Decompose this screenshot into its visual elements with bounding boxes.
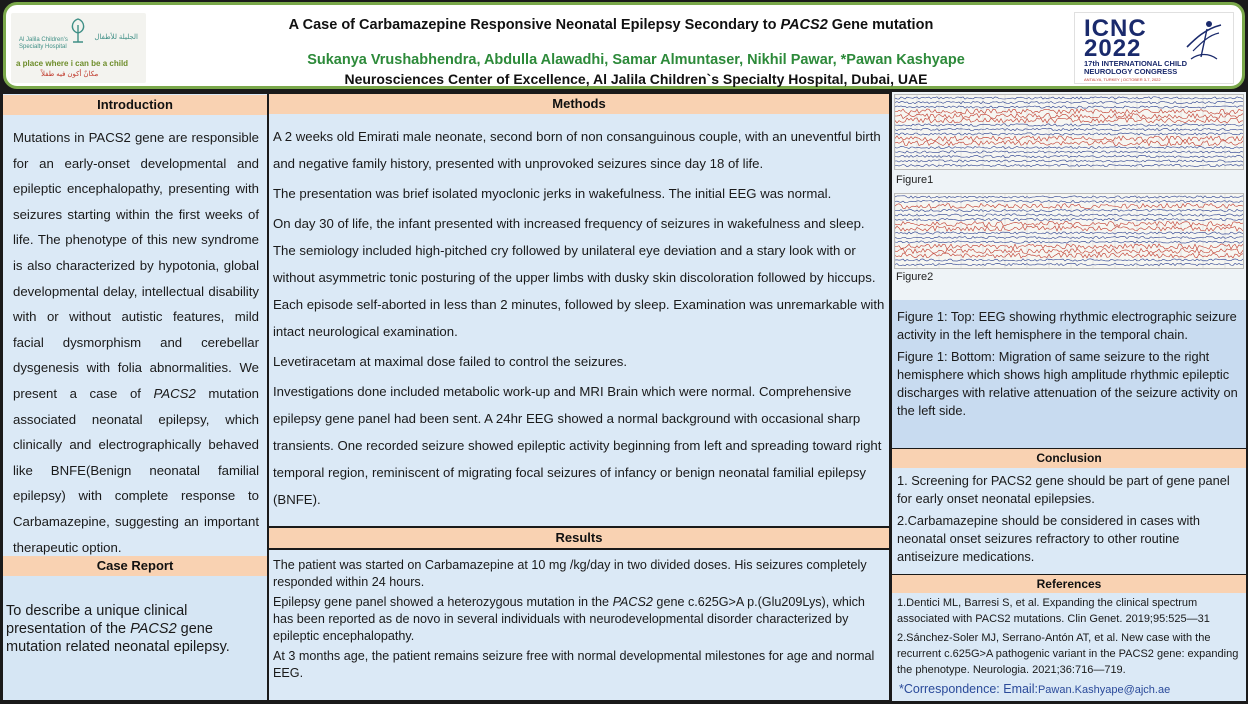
- results-text: [273, 557, 885, 685]
- case-gene: PACS2: [130, 621, 177, 637]
- whirling-dancer-icon: [1179, 17, 1225, 61]
- eeg-channel-trace: [895, 263, 1244, 265]
- results-paragraph: At 3 months age, the patient remains seizure free with normal developmental milestones for age and normal EEG.: [273, 649, 875, 680]
- methods-paragraph: On day 30 of life, the infant presented with increased frequency of seizures in wakefulness and sleep. The semiology included high-pitched cry followed by unilateral eye deviation and a stary look with or without asymmetric tonic posturing of the upper limbs with dusky skin discoloration followed by hiccups. Each episode self-aborted in less than 2 minutes, followed by sleep. Examination was unremarkable with intact neurological examination.: [273, 216, 885, 339]
- methods-paragraph: A 2 weeks old Emirati male neonate, second born of non consanguinous couple, with an uneventful birth and negative family history, presented with unprovoked seizures since day 18 of life.: [273, 129, 881, 171]
- eeg-channel-trace: [895, 106, 1244, 108]
- congress-logo: [1074, 12, 1234, 84]
- methods-paragraph: Investigations done included metabolic work-up and MRI Brain which were normal. Comprehensive epilepsy gene panel had been sent. A 24hr EEG showed a normal background with occasional sharp transients. One recorded seizure showed epileptic activity beginning from left and spreading toward right temporal region, reminiscent of migrating focal seizures of infancy or benign neonatal familial epilepsy (BNFE).: [273, 384, 882, 507]
- reference-item: 2.Sánchez-Soler MJ, Serrano-Antón AT, et al. New case with the recurrent c.625G>A pathogenic variant in the PACS2 gene: expanding the phenotype. Neurologia. 2021;36:716—719.: [897, 632, 1239, 676]
- eeg-channel-trace: [895, 209, 1244, 211]
- eeg-channel-trace: [895, 140, 1244, 145]
- eeg-figure-1: [894, 94, 1244, 170]
- case-report-text: To describe a unique clinical presentation of the PACS2 gene mutation related neonatal epilepsy.: [6, 603, 230, 655]
- hospital-name-arabic: الجليلة للأطفال: [94, 34, 138, 41]
- congress-acronym-year: ICNC 2022: [1084, 15, 1147, 62]
- eeg-channel-trace: [895, 236, 1244, 238]
- figure-1-label: Figure1: [896, 174, 934, 186]
- eeg-channel-trace: [895, 221, 1244, 226]
- correspondence-email[interactable]: Pawan.Kashyape@ajch.ae: [1037, 684, 1171, 696]
- eeg-channel-trace: [895, 133, 1244, 135]
- results-heading: Results: [269, 528, 889, 548]
- eeg-channel-trace: [895, 232, 1244, 234]
- eeg-channel-trace: [895, 101, 1244, 103]
- methods-paragraph: Levetiracetam at maximal dose failed to control the seizures.: [273, 354, 628, 369]
- figure-caption: [897, 308, 1243, 424]
- hospital-name-english: Al Jalila Children's Specialty Hospital: [19, 37, 68, 50]
- eeg-channel-trace: [895, 160, 1244, 162]
- poster-header: [3, 2, 1245, 89]
- conclusion-heading: Conclusion: [892, 449, 1246, 468]
- eeg-channel-trace: [895, 118, 1244, 123]
- intro-gene: PACS2: [153, 385, 196, 401]
- figure-2-label: Figure2: [896, 271, 934, 283]
- eeg-channel-trace: [895, 109, 1244, 114]
- case-report-heading: Case Report: [3, 556, 267, 576]
- eeg-channel-trace: [895, 124, 1244, 126]
- references-text: [897, 595, 1245, 681]
- introduction-heading: Introduction: [3, 95, 267, 115]
- eeg-channel-trace: [895, 200, 1244, 202]
- poster-title: A Case of Carbamazepine Responsive Neonatal Epilepsy Secondary to PACS2 Gene mutation: [288, 17, 934, 33]
- figure-caption-top: Figure 1: Top: EEG showing rhythmic electrographic seizure activity in the left hemisphere in the temporal chain.: [897, 309, 1237, 342]
- congress-place: ANTALYA, TURKEY | OCTOBER 3-7, 2022: [1084, 77, 1161, 82]
- methods-paragraph: The presentation was brief isolated myoclonic jerks in wakefulness. The initial EEG was normal.: [273, 186, 832, 201]
- poster-affiliation: Neurosciences Center of Excellence, Al Jalila Children`s Specialty Hospital, Dubai, UAE: [344, 71, 928, 87]
- eeg-trace-1: [895, 95, 1244, 170]
- eeg-channel-trace: [895, 214, 1244, 216]
- figure-caption-bottom: Figure 1: Bottom: Migration of same seizure to the right hemisphere which shows high amplitude rhythmic epileptic discharges with relative attenuation of the seizure activity on the left side.: [897, 349, 1238, 418]
- correspondence: *Correspondence: Email:Pawan.Kashyape@ajch.ae: [899, 682, 1171, 696]
- eeg-channel-trace: [895, 226, 1244, 231]
- congress-name: 17th INTERNATIONAL CHILD NEUROLOGY CONGRESS: [1084, 59, 1188, 76]
- title-gene: PACS2: [780, 17, 828, 33]
- eeg-figure-2: [894, 193, 1244, 269]
- eeg-channel-trace: [895, 164, 1244, 166]
- introduction-text: Mutations in PACS2 gene are responsible for an early-onset developmental and epileptic encephalopathy, presenting with seizures starting within the first weeks of life. The phenotype of this new syndrome is also characterized by hypotonia, global developmental delay, intellectual disability with or without autistic features, mild facial dysmorphism and cerebellar dysgenesis with folia abnormalities. We present a case of PACS2 mutation associated neonatal epilepsy, which clinically and electrographically behaved like BNFE(Benign neonatal familial epilepsy) with complete response to Carbamazepine, suggesting an important therapeutic option.: [13, 130, 259, 555]
- methods-heading: Methods: [269, 94, 889, 114]
- hospital-logo: [11, 13, 146, 83]
- conclusion-item: 2.Carbamazepine should be considered in cases with neonatal onset seizures refractory to other routine antiseizure medications.: [897, 513, 1201, 564]
- reference-item: 1.Dentici ML, Barresi S, et al. Expanding the clinical spectrum associated with PACS2 mutations. Clin Genet. 2019;95:525—31: [897, 597, 1210, 625]
- eeg-channel-trace: [895, 203, 1244, 208]
- eeg-channel-trace: [895, 151, 1244, 153]
- conclusion-item: 1. Screening for PACS2 gene should be part of gene panel for early onset neonatal epilepsies.: [897, 473, 1230, 506]
- results-gene: PACS2: [612, 595, 653, 609]
- eeg-channel-trace: [895, 146, 1244, 148]
- hospital-tagline-english: a place where i can be a child: [16, 59, 129, 68]
- eeg-trace-2: [895, 194, 1244, 269]
- conclusion-text: [897, 472, 1243, 570]
- eeg-channel-trace: [895, 259, 1244, 261]
- poster-authors: Sukanya Vrushabhendra, Abdulla Alawadhi, Samar Almuntaser, Nikhil Pawar, *Pawan Kashyape: [307, 52, 965, 68]
- eeg-channel-trace: [895, 241, 1244, 243]
- eeg-channel-trace: [895, 155, 1244, 157]
- hospital-tagline-arabic: مكانٌ أكون فيه طفلاً: [41, 71, 99, 78]
- references-heading: References: [892, 575, 1246, 593]
- results-paragraph: The patient was started on Carbamazepine at 10 mg /kg/day in two divided doses. His seizures completely responded within 24 hours.: [273, 558, 867, 589]
- eeg-channel-trace: [895, 244, 1244, 249]
- results-paragraph: Epilepsy gene panel showed a heterozygous mutation in the PACS2 gene c.625G>A p.(Glu209Lys), which has been reported as de novo in several individuals with neurodevelopmental disorder characterized by epileptic encephalopathy.: [273, 595, 865, 643]
- eeg-channel-trace: [895, 136, 1244, 141]
- eeg-channel-trace: [895, 218, 1244, 220]
- eeg-channel-trace: [895, 253, 1244, 258]
- eeg-channel-trace: [895, 196, 1244, 198]
- eeg-channel-trace: [895, 97, 1244, 99]
- eeg-channel-trace: [895, 128, 1244, 130]
- methods-text: [273, 123, 885, 516]
